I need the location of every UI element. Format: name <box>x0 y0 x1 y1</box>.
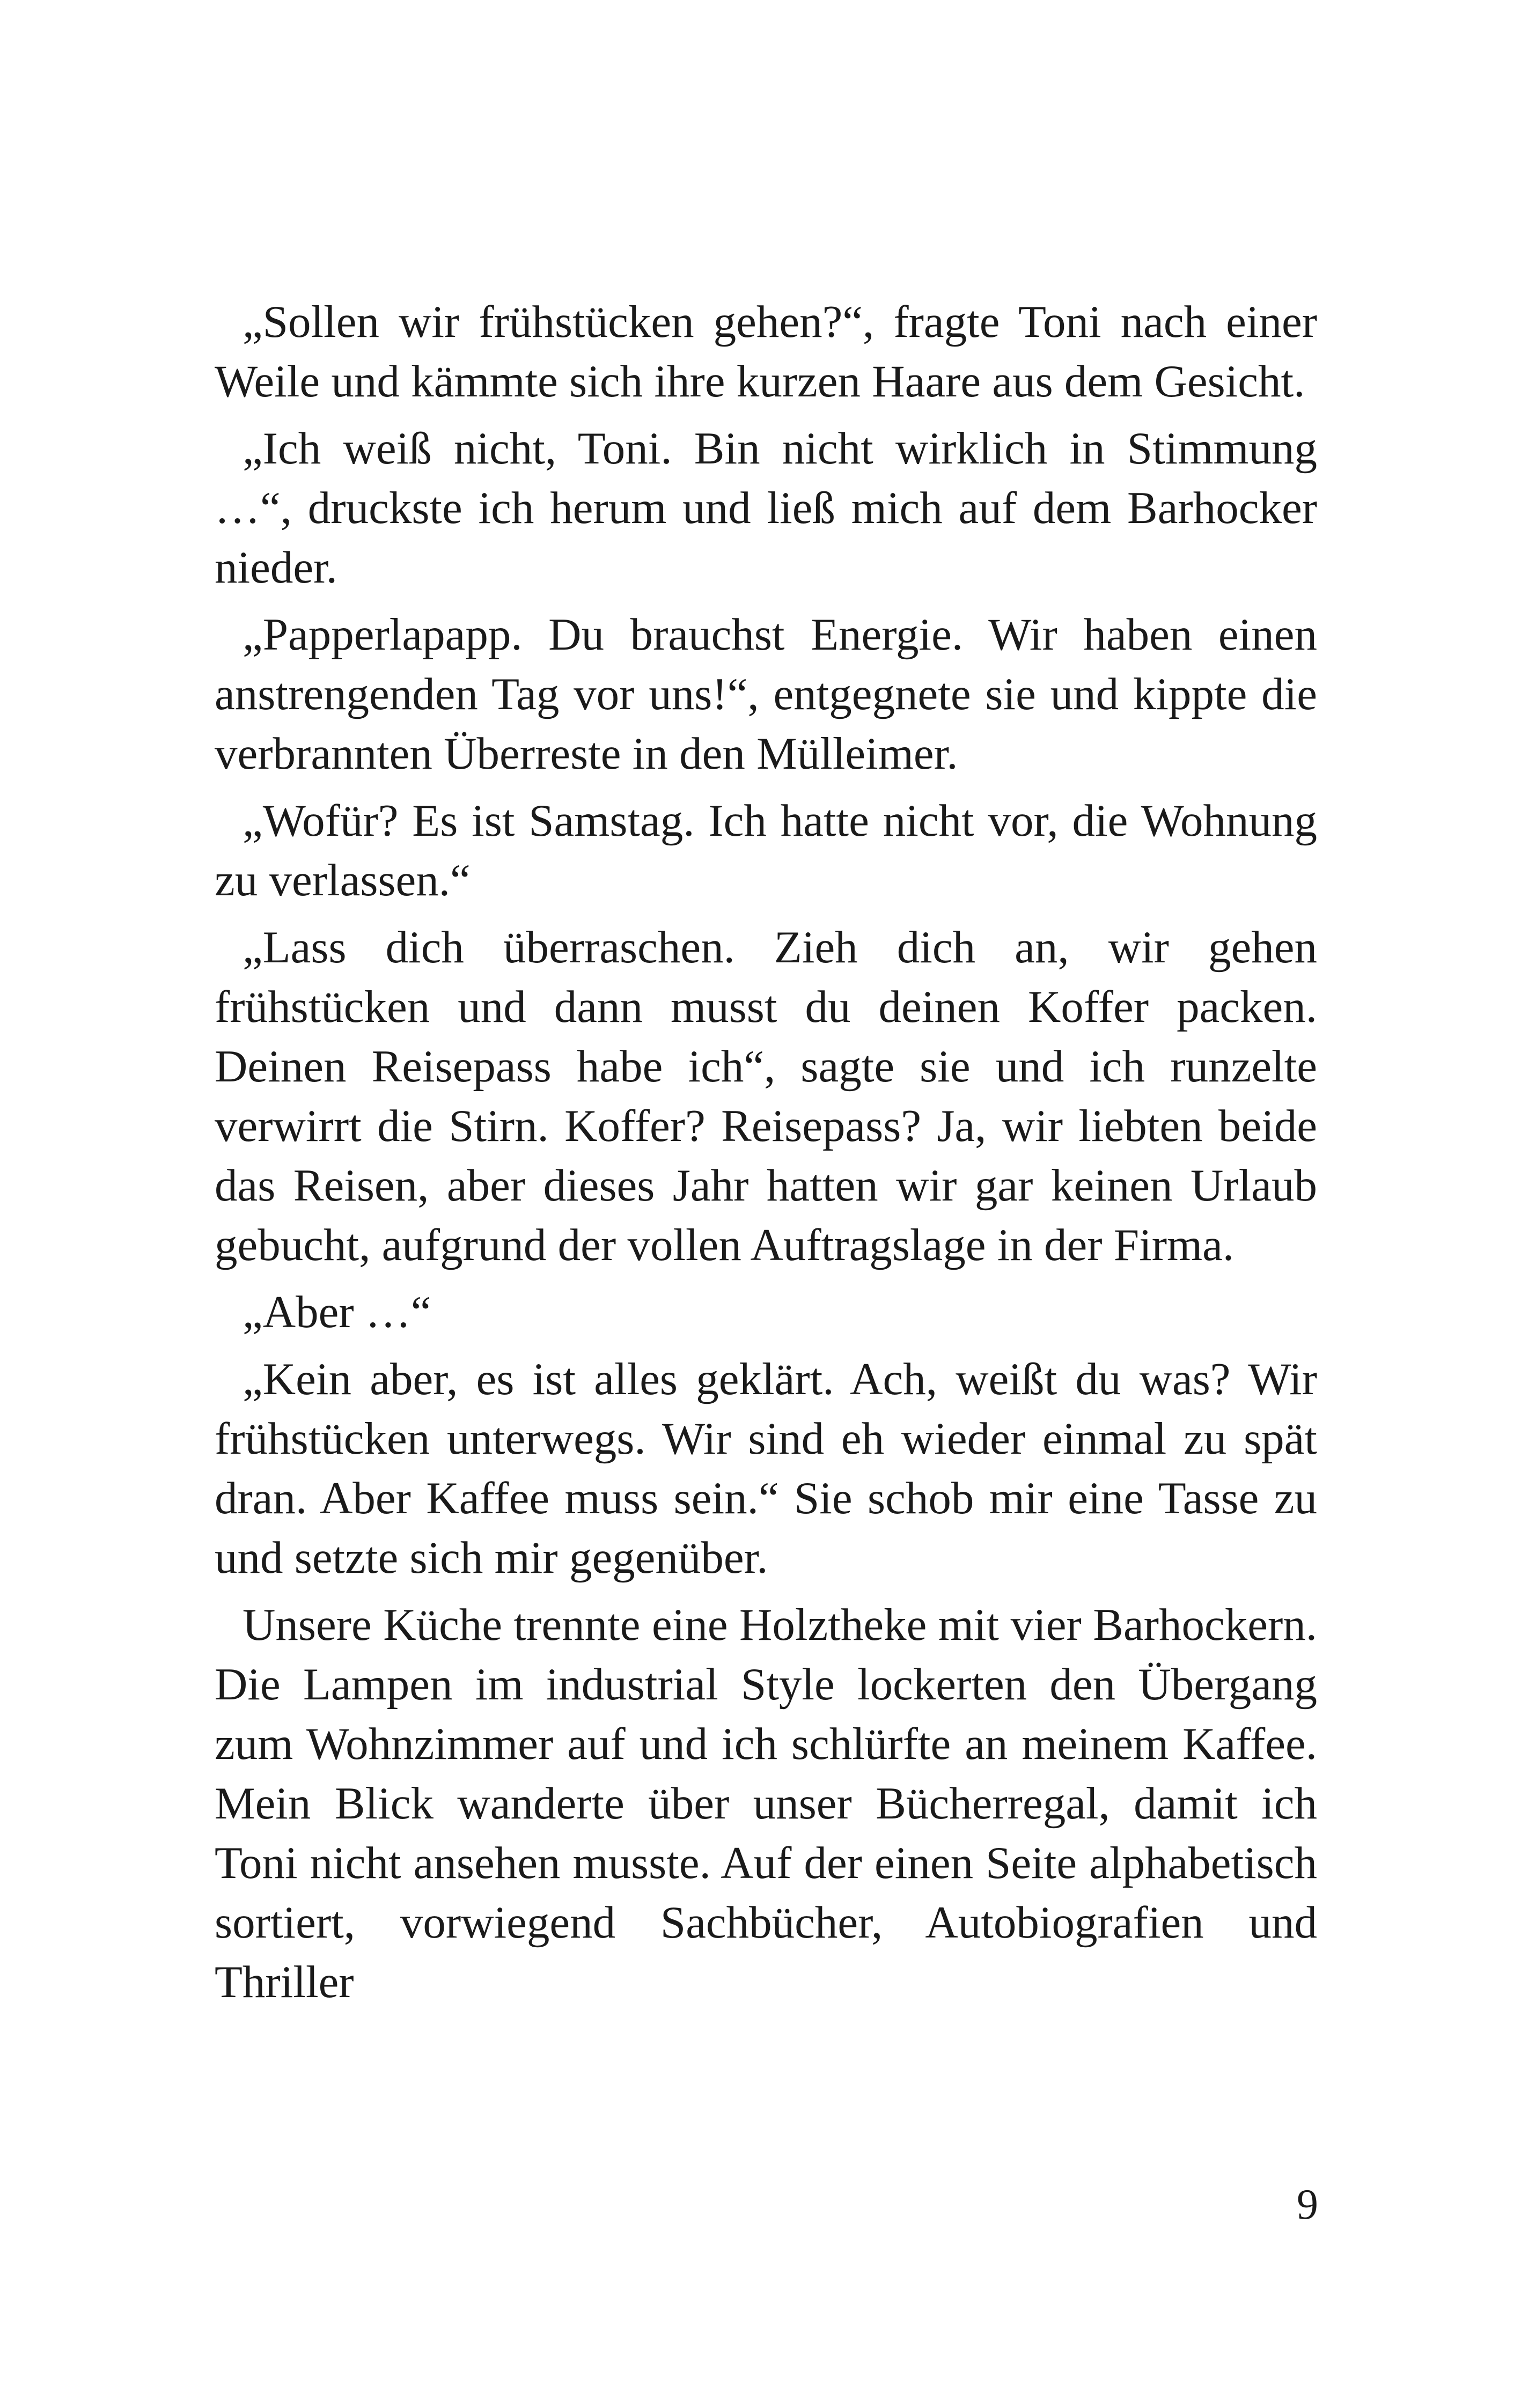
paragraph: „Lass dich überraschen. Zieh dich an, wir gehen frühstücken und dann musst du deinen Koffer packen. Deinen Reisepass habe ich“, sagte sie und ich runzelte verwirrt die Stirn. Koffer? Reisepass? Ja, wir liebten beide das Reisen, aber dieses Jahr hatten wir gar keinen Urlaub gebucht, aufgrund der vollen Auftragslage in der Firma. <box>215 922 1317 1270</box>
paragraph: „Ich weiß nicht, Toni. Bin nicht wirklich in Stimmung …“, druckste ich herum und ließ mich auf dem Barhocker nieder. <box>215 423 1317 593</box>
page-number: 9 <box>1297 2181 1318 2228</box>
paragraph: „Sollen wir frühstücken gehen?“, fragte Toni nach einer Weile und kämmte sich ihre kurzen Haare aus dem Gesicht. <box>215 297 1317 407</box>
paragraph: „Wofür? Es ist Samstag. Ich hatte nicht vor, die Wohnung zu verlassen.“ <box>215 796 1317 905</box>
body-text <box>215 292 1317 2012</box>
paragraph: Unsere Küche trennte eine Holztheke mit vier Barhockern. Die Lampen im industrial Style lockerten den Übergang zum Wohnzimmer auf und ich schlürfte an meinem Kaffee. Mein Blick wanderte über unser Bücherregal, damit ich Toni nicht ansehen musste. Auf der einen Seite alphabetisch sortiert, vorwiegend Sachbücher, Autobiografien und Thriller <box>215 1600 1317 2007</box>
paragraph: „Papperlapapp. Du brauchst Energie. Wir haben einen anstrengenden Tag vor uns!“, entgegnete sie und kippte die verbrannten Überreste in den Mülleimer. <box>215 609 1317 779</box>
paragraph: „Aber …“ <box>243 1287 431 1337</box>
paragraph: „Kein aber, es ist alles geklärt. Ach, weißt du was? Wir frühstücken unterwegs. Wir sind eh wieder einmal zu spät dran. Aber Kaffee muss sein.“ Sie schob mir eine Tasse zu und setzte sich mir gegenüber. <box>215 1354 1317 1583</box>
